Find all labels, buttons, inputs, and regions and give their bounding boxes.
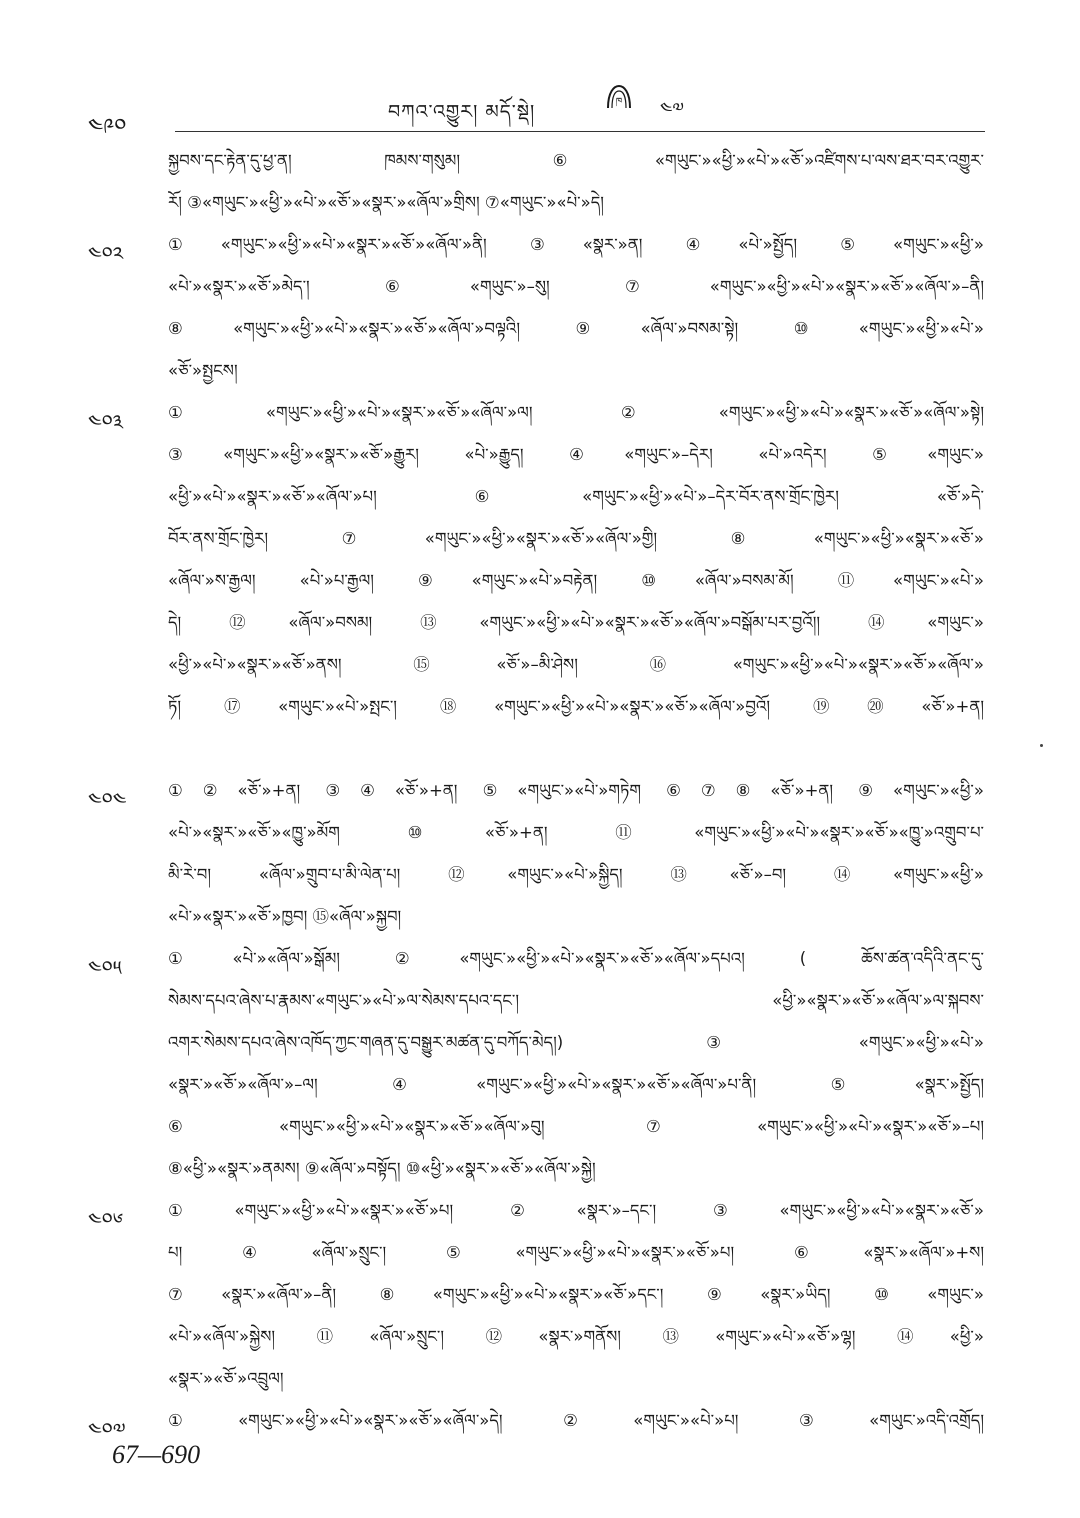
text-line: པ། ④«ཞོལ་»སྲུང་། ⑤«གཡུང་»«ཕྱི་»«པེ་»«སྣར་»«ཅོ་»པ། ⑥«སྣར་»«ཞོལ་»+ས། <box>168 1243 984 1262</box>
text-line: «སྣར་»«ཅོ་»འབྲུལ། <box>168 1369 284 1388</box>
text-line: «པེ་»«སྣར་»«ཅོ་»མེད་། ⑥«གཡུང་»–སུ། ⑦«གཡུང་»«ཕྱི་»«པེ་»«སྣར་»«ཅོ་»«ཞོལ་»–ནི། <box>168 277 984 296</box>
text-line: ③«གཡུང་»«ཕྱི་»«སྣར་»«ཅོ་»རྒྱུར། «པེ་»རྒྱུད། ④«གཡུང་»–དེར། «པེ་»འདེར། ⑤«གཡུང་» <box>168 445 984 464</box>
text-line: དེ། ⑫«ཞོལ་»བསམ། ⑬«གཡུང་»«ཕྱི་»«པེ་»«སྣར་»«ཅོ་»«ཞོལ་»བསྒོམ་པར་བྱའོ།། ⑭«གཡུང་» <box>168 613 984 632</box>
entry-number: ༤༠༣ <box>88 410 124 434</box>
entry-404 <box>0 770 1080 938</box>
plate-reference: 67—690 <box>112 1440 201 1469</box>
text-line: འགར་སེམས་དཔའ་ཞེས་འཁོད་ཀྱང་གཞན་དུ་བསྒྱུར་མཚན་དུ་བཀོད་མེད།) ③«གཡུང་»«ཕྱི་»«པེ་» <box>168 1033 984 1052</box>
text-line: «ཅོ་»སྤྱངས། <box>168 361 238 380</box>
page-body <box>0 140 1080 1442</box>
header-rule <box>175 131 985 132</box>
entry-407 <box>0 1400 1080 1442</box>
text-line: ①«གཡུང་»«ཕྱི་»«པེ་»«སྣར་»«ཅོ་»«ཞོལ་»ནི། ③«སྣར་»ན། ④«པེ་»སྤྱོད། ⑤«གཡུང་»«ཕྱི་» <box>168 235 984 254</box>
text-line: ①«གཡུང་»«ཕྱི་»«པེ་»«སྣར་»«ཅོ་»པ། ②«སྣར་»–དང་། ③«གཡུང་»«ཕྱི་»«པེ་»«སྣར་»«ཅོ་» <box>168 1201 984 1220</box>
text-line: «ཕྱི་»«པེ་»«སྣར་»«ཅོ་»«ཞོལ་»པ། ⑥«གཡུང་»«ཕྱི་»«པེ་»–དེར་བོར་ནས་གྲོང་ཁྱེར། «ཅོ་»དེ་ <box>168 487 984 506</box>
text-line: «སྣར་»«ཅོ་»«ཞོལ་»–ལ། ④«གཡུང་»«ཕྱི་»«པེ་»«སྣར་»«ཅོ་»«ཞོལ་»པ་ནི། ⑤«སྣར་»སྤྱོད། <box>168 1075 984 1094</box>
text-line: སེམས་དཔའ་ཞེས་པ་རྣམས་«གཡུང་»«པེ་»ལ་སེམས་དཔའ་དང་། «ཕྱི་»«སྣར་»«ཅོ་»«ཞོལ་»ལ་སྐབས་ <box>168 991 984 1010</box>
text-line: ①«པེ་»«ཞོལ་»སྒོམ། ②«གཡུང་»«ཕྱི་»«པེ་»«སྣར་»«ཅོ་»«ཞོལ་»དཔའ། ( ཆོས་ཚན་འདིའི་ནང་དུ་ <box>168 949 984 968</box>
text-line: ⑧«གཡུང་»«ཕྱི་»«པེ་»«སྣར་»«ཅོ་»«ཞོལ་»བལྟའི། ⑨«ཞོལ་»བསམ་སྟེ། ⑩«གཡུང་»«ཕྱི་»«པེ་» <box>168 319 984 338</box>
text-line: ①«གཡུང་»«ཕྱི་»«པེ་»«སྣར་»«ཅོ་»«ཞོལ་»ལ། ②«གཡུང་»«ཕྱི་»«པེ་»«སྣར་»«ཅོ་»«ཞོལ་»སྟེ། <box>168 403 984 422</box>
text-line: «ཞོལ་»ས་རྒྱལ། «པེ་»པ་རྒྱལ། ⑨«གཡུང་»«པེ་»བརྟེན། ⑩«ཞོལ་»བསམ་མོ། ⑪«གཡུང་»«པེ་» <box>168 571 984 590</box>
text-line: རོ། ③«གཡུང་»«ཕྱི་»«པེ་»«ཅོ་»«སྣར་»«ཞོལ་»གྲིས། ⑦«གཡུང་»«པེ་»དེ། <box>168 193 604 212</box>
print-speck <box>1040 744 1043 747</box>
text-line: «པེ་»«ཞོལ་»སྐྱེས། ⑪«ཞོལ་»སྲུང་། ⑫«སྣར་»གནོས། ⑬«གཡུང་»«པེ་»«ཅོ་»ལྷ། ⑭«ཕྱི་» <box>168 1327 984 1346</box>
text-line: མི་རེ་བ། «ཞོལ་»གྲུབ་པ་མི་ལེན་པ། ⑫«གཡུང་»«པེ་»སྐྱིད། ⑬«ཅོ་»–བ། ⑭«གཡུང་»«ཕྱི་» <box>168 865 984 884</box>
text-line: བོར་ནས་གྲོང་ཁྱེར། ⑦«གཡུང་»«ཕྱི་»«སྣར་»«ཅོ་»«ཞོལ་»གྱི། ⑧«གཡུང་»«ཕྱི་»«སྣར་»«ཅོ་» <box>168 529 984 548</box>
text-line: ⑧«ཕྱི་»«སྣར་»ནམས། ⑨«ཞོལ་»བསྟོད། ⑩«ཕྱི་»«སྣར་»«ཅོ་»«ཞོལ་»སྐྱེ། <box>168 1159 596 1178</box>
entry-number: ༤༠༤ <box>88 788 127 812</box>
entry-number: ༤༠༥ <box>88 956 122 980</box>
entry-405 <box>0 938 1080 1190</box>
entry-number: ༤༠༢ <box>88 242 124 266</box>
folio-number: ༤༧ <box>660 99 684 120</box>
text-line: «པེ་»«སྣར་»«ཅོ་»«ཁྱུ་»མོག ⑩«ཅོ་»+ན། ⑪«གཡུང་»«ཕྱི་»«པེ་»«སྣར་»«ཅོ་»«ཁྱུ་»འགྲུབ་པ་ <box>168 823 984 842</box>
text-line: སྐྱབས་དང་རྟེན་དུ་ཕྱ་ན། ཁམས་གསུམ། ⑥«གཡུང་»«ཕྱི་»«པེ་»«ཅོ་»འཛིགས་པ་ལས་ཐར་བར་འགྱུར་ <box>168 151 984 170</box>
text-line: ⑥«གཡུང་»«ཕྱི་»«པེ་»«སྣར་»«ཅོ་»«ཞོལ་»བུ། ⑦«གཡུང་»«ཕྱི་»«པེ་»«སྣར་»«ཅོ་»–པ། <box>168 1117 984 1136</box>
entry-number: ༤༠༦ <box>88 1208 124 1232</box>
text-line: ①«གཡུང་»«ཕྱི་»«པེ་»«སྣར་»«ཅོ་»«ཞོལ་»དེ། ②«གཡུང་»«པེ་»པ། ③«གཡུང་»འདི་འགྲོད། <box>168 1411 984 1430</box>
text-line: «པེ་»«སྣར་»«ཅོ་»ཁྱབ། ⑮«ཞོལ་»སྐྱབ། <box>168 907 402 926</box>
entry-402 <box>0 224 1080 392</box>
text-line: ①②«ཅོ་»+ན། ③④«ཅོ་»+ན། ⑤«གཡུང་»«པེ་»གཏེག ⑥⑦⑧«ཅོ་»+ན། ⑨«གཡུང་»«ཕྱི་» <box>168 781 984 800</box>
text-emblem-icon <box>606 84 632 110</box>
entry-406 <box>0 1190 1080 1400</box>
text-line: «ཕྱི་»«པེ་»«སྣར་»«ཅོ་»ནས། ⑮«ཅོ་»–མི་ཤེས། ⑯«གཡུང་»«ཕྱི་»«པེ་»«སྣར་»«ཅོ་»«ཞོལ་» <box>168 655 984 674</box>
emblem-label: ཁ <box>615 97 623 107</box>
continuation-block <box>0 140 1080 224</box>
entry-403 <box>0 392 1080 770</box>
entry-number: ༤༠༧ <box>88 1418 126 1442</box>
page-number: ༤༩༠ <box>88 115 127 140</box>
text-line: ཏོ། ⑰«གཡུང་»«པེ་»སྤང་། ⑱«གཡུང་»«ཕྱི་»«པེ་»«སྣར་»«ཅོ་»«ཞོལ་»བྱའོ། ⑲⑳«ཅོ་»+ན། <box>168 697 984 716</box>
running-title: བཀའ་འགྱུར། མདོ་སྡེ། <box>388 101 536 123</box>
text-line: ⑦«སྣར་»«ཞོལ་»–ནི། ⑧«གཡུང་»«ཕྱི་»«པེ་»«སྣར་»«ཅོ་»དང་། ⑨«སྣར་»ཡིད། ⑩«གཡུང་» <box>168 1285 984 1304</box>
text-line <box>168 728 984 770</box>
